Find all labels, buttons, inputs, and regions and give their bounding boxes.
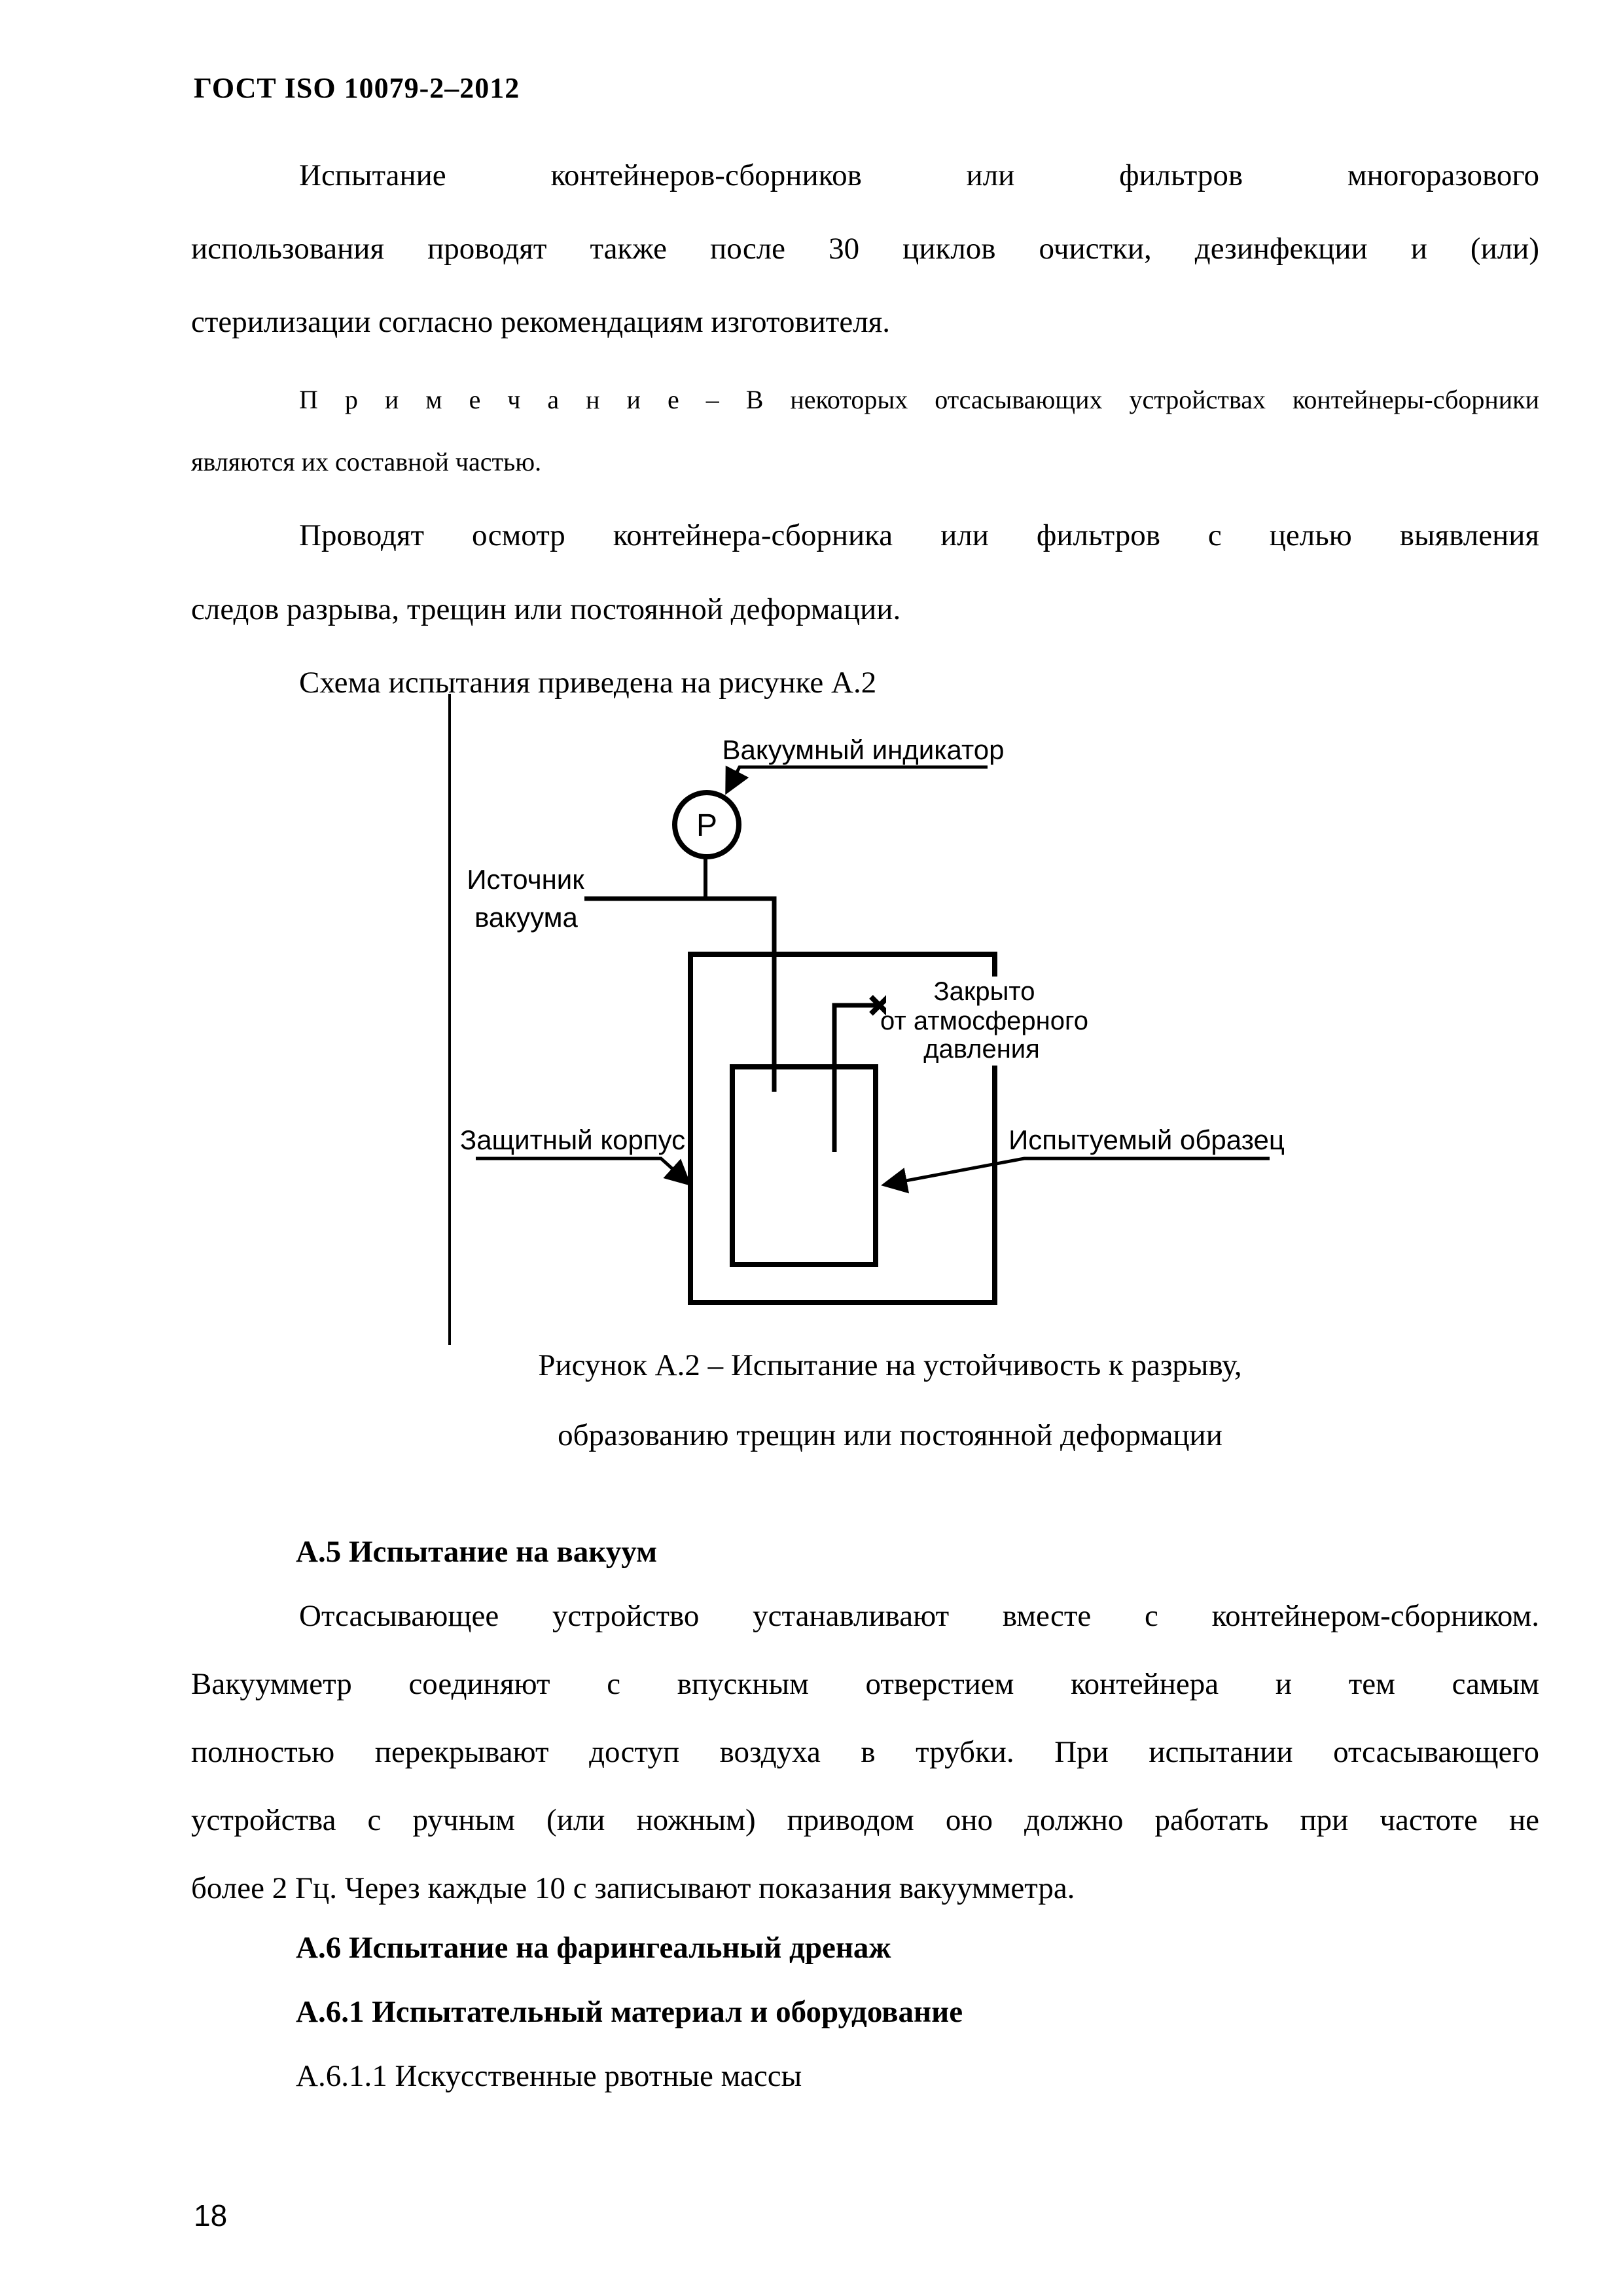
paragraph-inspection bbox=[191, 499, 1539, 647]
label-vacuum-source-line1: Источник bbox=[467, 864, 584, 895]
figure-caption bbox=[216, 1331, 1564, 1471]
text-line: Испытание контейнеров-сборников или фильтров многоразового bbox=[299, 158, 1539, 192]
document-header-title: ГОСТ ISO 10079-2–2012 bbox=[194, 72, 520, 104]
closed-tube-line bbox=[834, 1005, 880, 1152]
figure-a2-diagram bbox=[425, 687, 1571, 1348]
page-number: 18 bbox=[194, 2198, 228, 2233]
label-vacuum-source-line2: вакуума bbox=[474, 902, 578, 933]
text-line: Проводят осмотр контейнера-сборника или фильтров с целью выявления bbox=[299, 518, 1539, 552]
text-line: образованию трещин или постоянной деформации bbox=[558, 1418, 1222, 1452]
text-line: Вакуумметр соединяют с впускным отверстием контейнера и тем самым bbox=[191, 1667, 1539, 1701]
label-closed-line1: Закрыто bbox=[933, 977, 1035, 1006]
leader-protective-housing bbox=[476, 1158, 688, 1183]
label-protective-housing: Защитный корпус bbox=[459, 1124, 686, 1155]
text-line: следов разрыва, трещин или постоянной деформации. bbox=[191, 592, 901, 626]
label-vacuum-indicator: Вакуумный индикатор bbox=[722, 734, 1005, 765]
paragraph-note bbox=[191, 368, 1539, 493]
test-specimen-box bbox=[732, 1067, 876, 1265]
text-line: полностью перекрывают доступ воздуха в трубки. При испытании отсасывающего bbox=[191, 1735, 1539, 1769]
paragraph-reuse-testing bbox=[191, 139, 1539, 359]
text-line: использования проводят также после 30 циклов очистки, дезинфекции и (или) bbox=[191, 232, 1539, 266]
section-heading-a61: А.6.1 Испытательный материал и оборудование bbox=[296, 1995, 963, 2029]
text-line: Отсасывающее устройство устанавливают вместе с контейнером-сборником. bbox=[299, 1599, 1539, 1633]
gauge-letter: P bbox=[696, 808, 718, 843]
label-closed-line3: давления bbox=[923, 1035, 1040, 1064]
label-test-specimen: Испытуемый образец bbox=[1008, 1124, 1285, 1155]
text-line: стерилизации согласно рекомендациям изготовителя. bbox=[191, 305, 891, 339]
vacuum-tube-line bbox=[584, 899, 774, 1092]
text-line: Рисунок А.2 – Испытание на устойчивость к разрыву, bbox=[538, 1348, 1242, 1382]
section-heading-a5: А.5 Испытание на вакуум bbox=[296, 1535, 658, 1569]
leader-vacuum-indicator bbox=[727, 767, 988, 791]
text-line: Схема испытания приведена на рисунке А.2 bbox=[299, 666, 877, 700]
paragraph-a611: А.6.1.1 Искусственные рвотные массы bbox=[296, 2059, 802, 2093]
label-closed-line2: от атмосферного bbox=[880, 1007, 1088, 1035]
text-line: более 2 Гц. Через каждые 10 с записывают показания вакуумметра. bbox=[191, 1871, 1075, 1905]
text-line: П р и м е ч а н и е – В некоторых отсасывающих устройствах контейнеры-сборники bbox=[299, 385, 1539, 414]
leader-test-specimen bbox=[885, 1158, 1270, 1185]
text-line: являются их составной частью. bbox=[191, 447, 542, 476]
section-heading-a6: А.6 Испытание на фарингеальный дренаж bbox=[296, 1931, 891, 1965]
paragraph-vacuum-test bbox=[191, 1582, 1539, 1922]
text-line: устройства с ручным (или ножным) приводом оно должно работать при частоте не bbox=[191, 1803, 1539, 1837]
